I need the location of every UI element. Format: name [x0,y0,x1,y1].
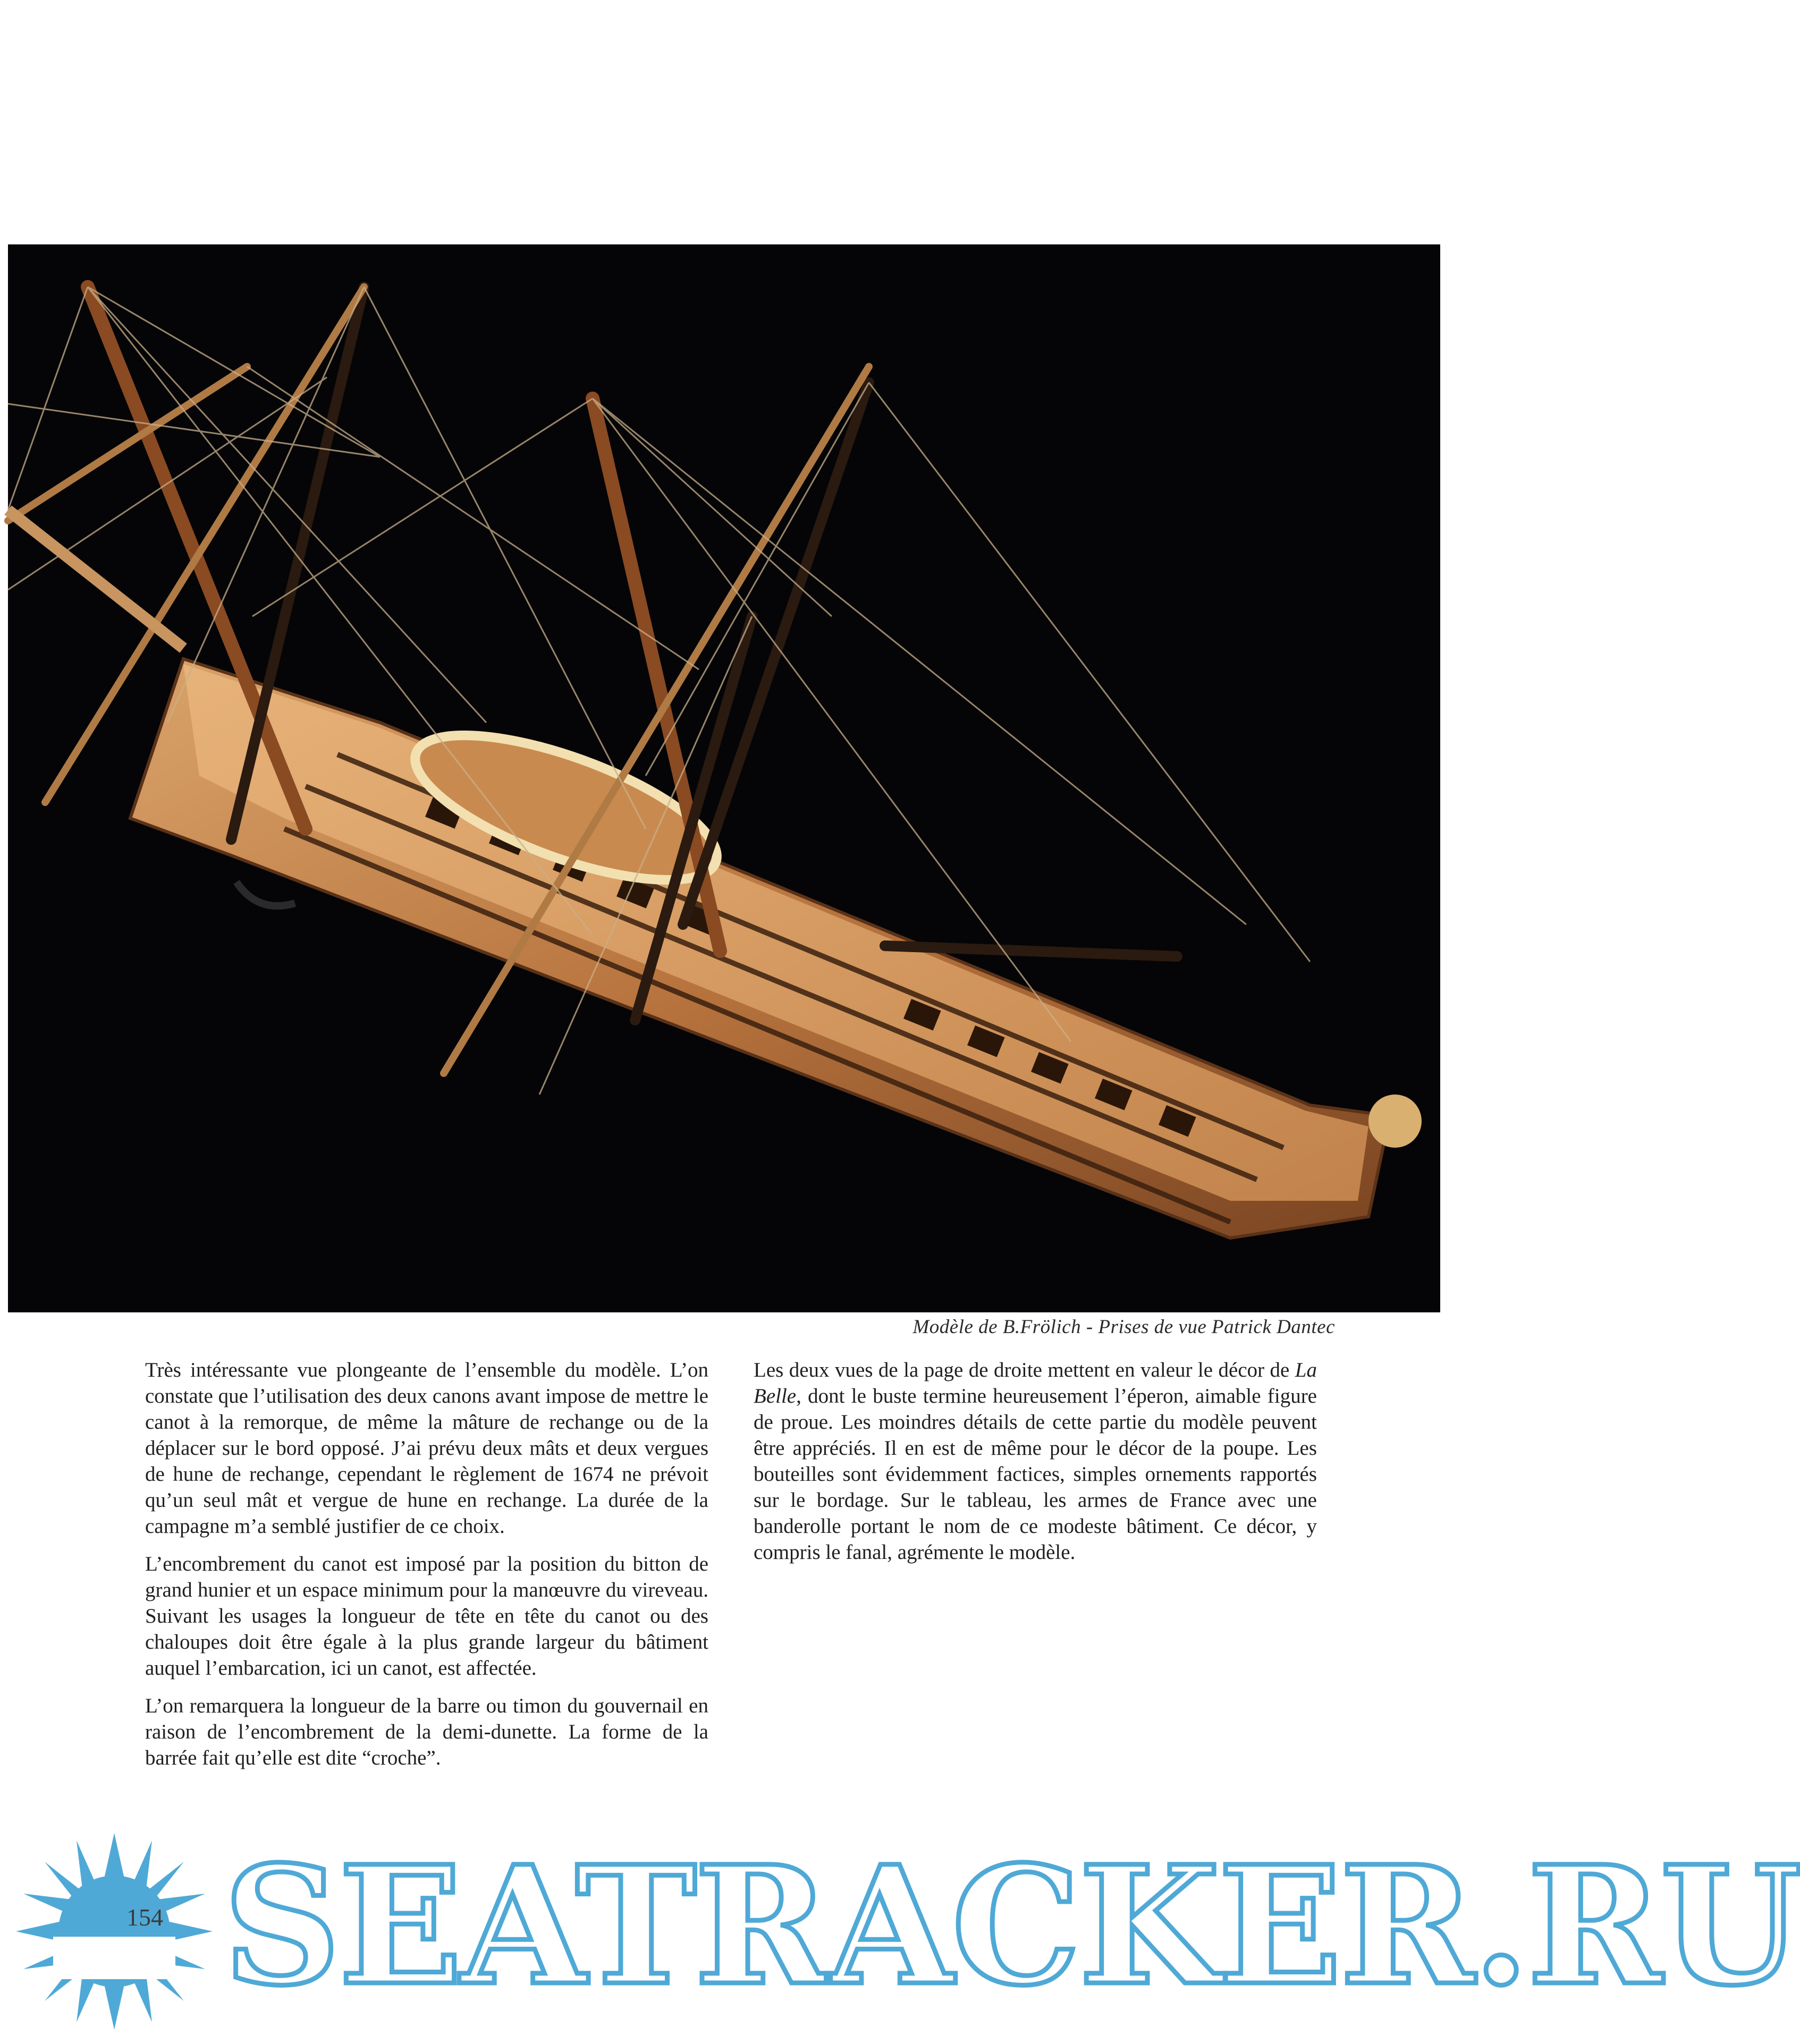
ship-name: La Belle [754,1359,1317,1407]
ship-model-illustration [8,244,1440,1312]
left-paragraph-3: L’on remarquera la longueur de la barre ou timon du gouvernail en raison de l’encombrement de la demi-dunette. La forme de la barrée fait qu’elle est dite “croche”. [145,1694,708,1769]
sun-logo-icon [16,1833,213,2030]
right-paragraph-1-end: , dont le buste termine heureusement l’éperon, aimable figure de proue. Les moindres détails de cette partie du modèle peuvent être appréciés. Il en est de même pour le décor de la poupe. Les bouteilles sont évidemment factices, simples ornements rapportés sur le bordage. Sur le tableau, les armes de France avec une banderolle portant le nom de ce modeste bâtiment. Ce décor, y compris le fanal, agrémente le modèle. [754,1385,1317,1564]
left-text-column [145,1357,708,1783]
right-paragraph-1 [754,1357,1317,1565]
photo-credit: Modèle de B.Frölich - Prises de vue Patrick Dantec [912,1316,1335,1338]
page-number: 154 [126,1904,163,1931]
left-paragraph-2: L’encombrement du canot est imposé par la position du bitton de grand hunier et un espace minimum pour la manœuvre du vireveau. Suivant les usages la longueur de tête en tête du canot ou des chaloupes doit être égale à la plus grande largeur du bâtiment auquel l’embarcation, ici un canot, est affectée. [145,1553,708,1680]
photo-caption [611,1316,1335,1338]
right-text-column [754,1357,1317,1577]
ship-model-photo [8,244,1440,1312]
left-paragraph-1: Très intéressante vue plongeante de l’ensemble du modèle. L’on constate que l’utilisation des deux canons avant impose de mettre le canot à la remorque, de même la mâture de rechange ou de la déplacer sur le bord opposé. J’ai prévu deux mâts et deux vergues de hune de rechange, cependant le règlement de 1674 ne prévoit qu’un seul mât et vergue de hune en rechange. La durée de la campagne m’a semblé justifier de ce choix. [145,1359,708,1538]
watermark-text: SEATRACKER.RU [223,1831,1800,2022]
right-paragraph-1-start: Les deux vues de la page de droite mettent en valeur le décor de [754,1359,1295,1381]
